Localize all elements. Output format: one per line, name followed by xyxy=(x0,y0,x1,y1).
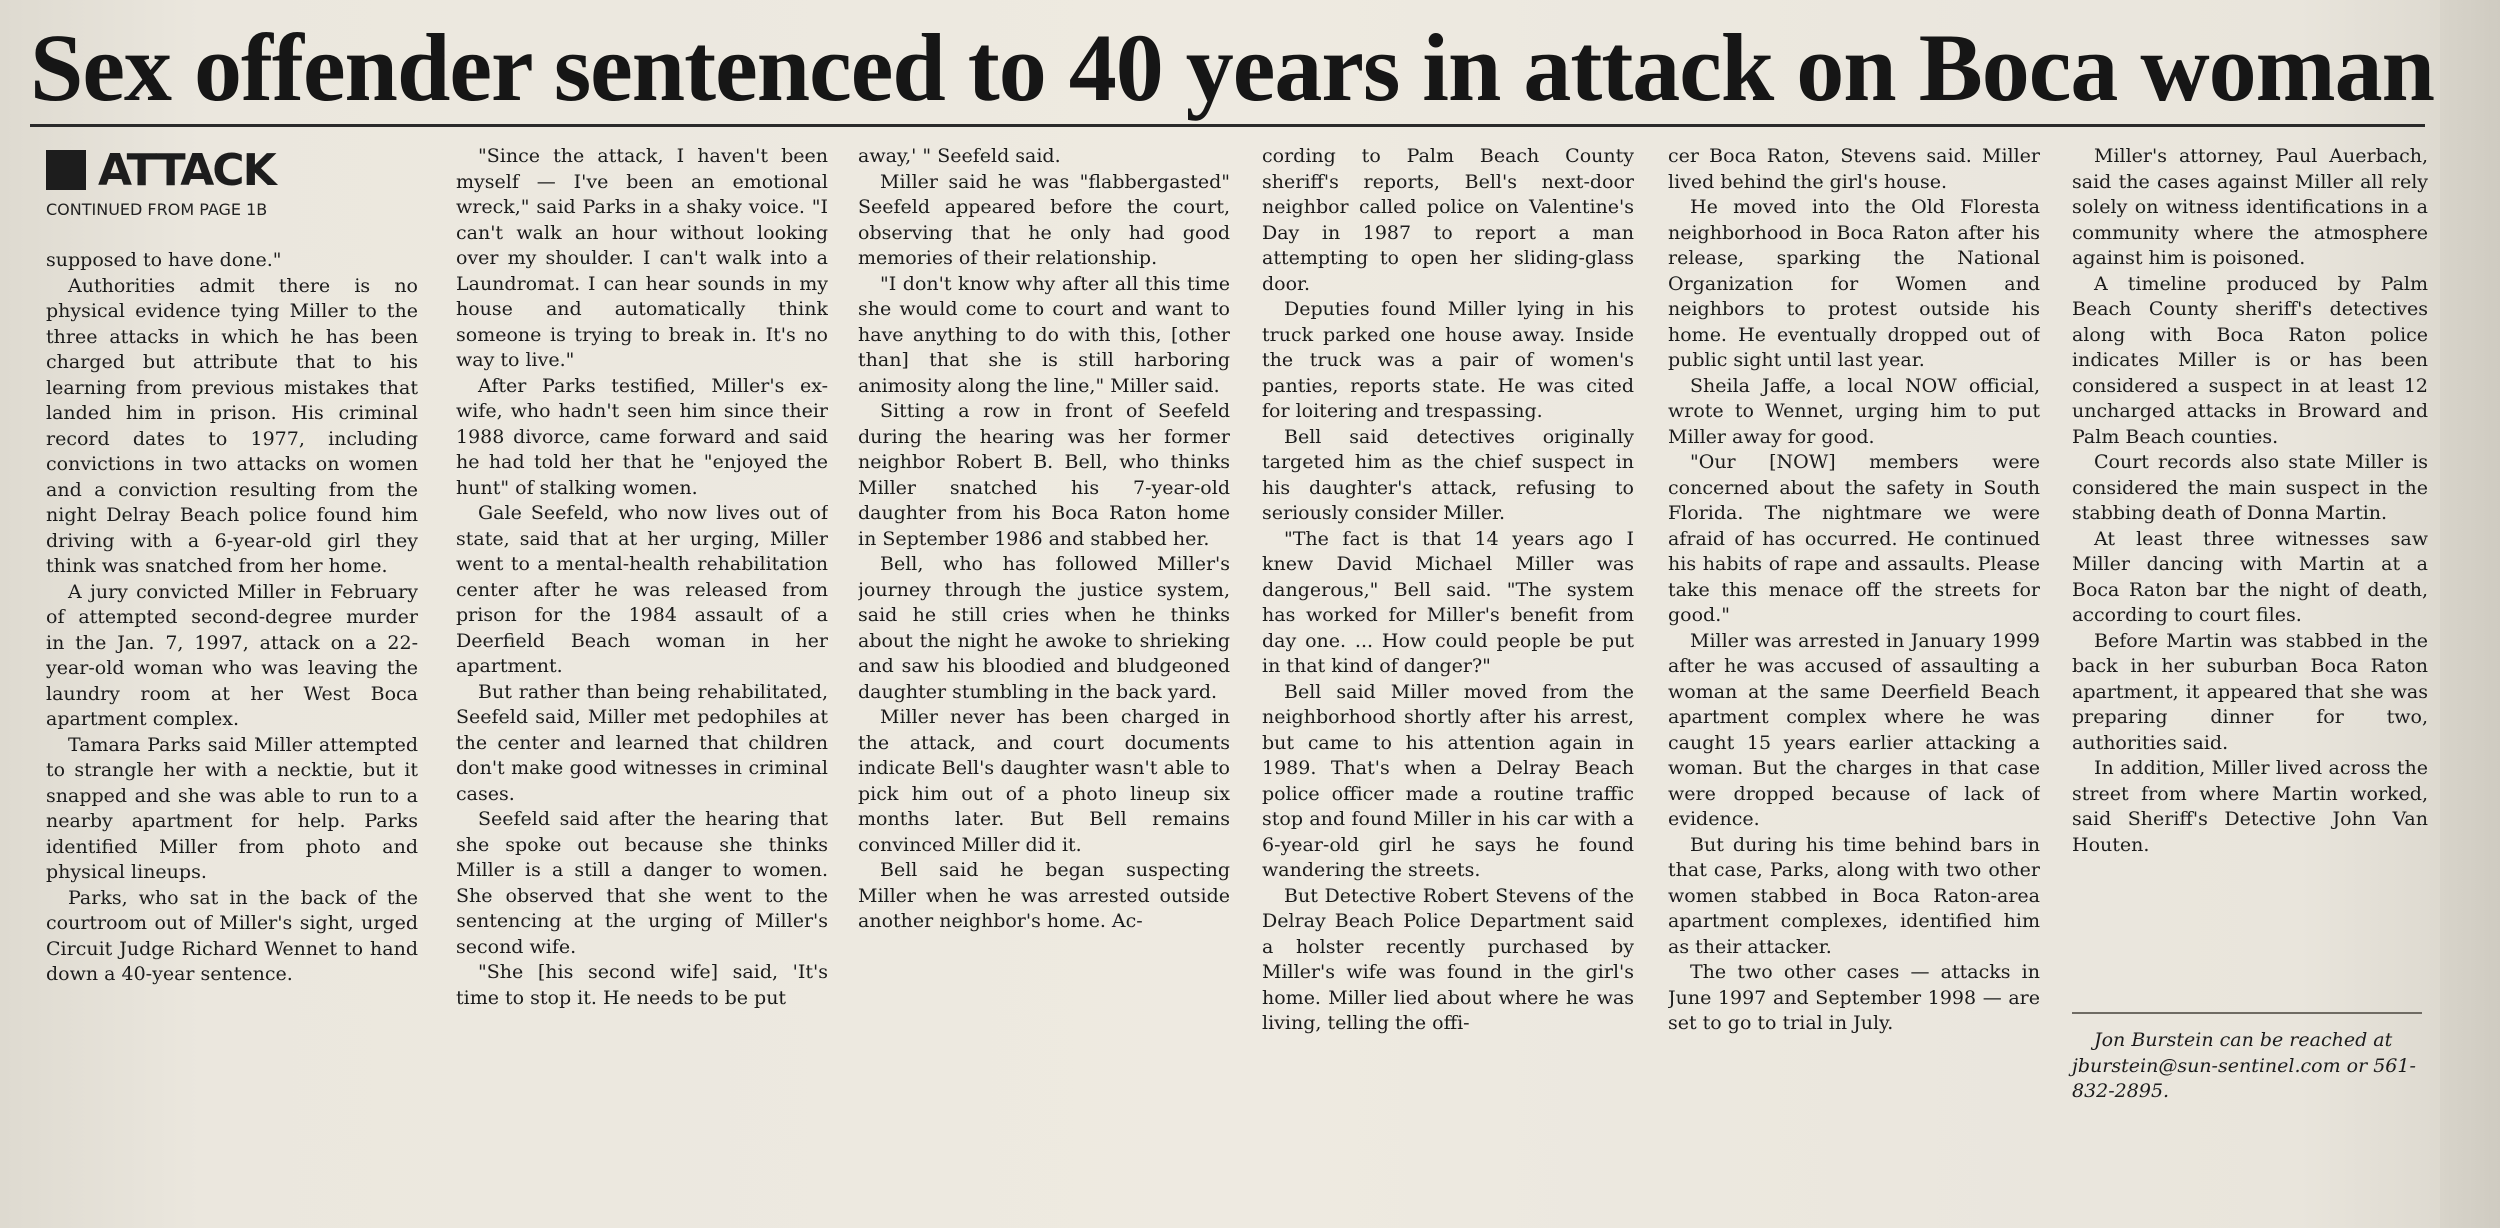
credit-rule xyxy=(2072,1012,2422,1014)
article-paragraph: Sitting a row in front of Seefeld during the hearing was her former neighbor Robert B. Bell, who thinks Miller snatched his 7-year-old daughter from his Boca Raton home in September 1986 and stabbed her. xyxy=(858,400,1230,550)
article-paragraph: cording to Palm Beach County sheriff's reports, Bell's next-door neighbor called police on Valentine's Day in 1987 to report a man attempting to open her sliding-glass door. xyxy=(1262,145,1634,295)
jump-head xyxy=(46,140,466,200)
article-paragraph: Bell said he began suspecting Miller when he was arrested outside another neighbor's home. Ac- xyxy=(858,859,1230,932)
author-credit-text: Jon Burstein can be reached at jburstein@sun-sentinel.com or 561-832-2895. xyxy=(2072,1029,2416,1102)
article-paragraph: But rather than being rehabilitated, Seefeld said, Miller met pedophiles at the center and learned that children don't make good witnesses in criminal cases. xyxy=(456,680,828,805)
article-headline: Sex offender sentenced to 40 years in attack on Boca woman xyxy=(30,14,2435,121)
article-paragraph: Court records also state Miller is considered the main suspect in the stabbing death of Donna Martin. xyxy=(2072,451,2428,524)
article-paragraph: Parks, who sat in the back of the courtroom out of Miller's sight, urged Circuit Judge Richard Wennet to hand down a 40-year sentence. xyxy=(46,886,418,985)
article-paragraph: Miller was arrested in January 1999 after he was accused of assaulting a woman at the same Deerfield Beach apartment complex where he was caught 15 years earlier attacking a woman. But the charges in that case were dropped because of lack of evidence. xyxy=(1668,629,2040,830)
article-column-3 xyxy=(858,144,1230,1194)
article-paragraph: In addition, Miller lived across the street from where Martin worked, said Sheriff's Detective John Van Houten. xyxy=(2072,757,2428,856)
article-paragraph: Sheila Jaffe, a local NOW official, wrote to Wennet, urging him to put Miller away for good. xyxy=(1668,374,2040,448)
article-paragraph: At least three witnesses saw Miller dancing with Martin at a Boca Raton bar the night of death, according to court files. xyxy=(2072,527,2428,626)
article-paragraph: "Our [NOW] members were concerned about the safety in South Florida. The nightmare we were afraid of has occurred. He continued his habits of rape and assaults. Please take this menace off the streets for good." xyxy=(1668,451,2040,626)
article-column-5 xyxy=(1668,144,2040,1194)
square-bullet-icon xyxy=(46,150,86,190)
article-paragraph: "The fact is that 14 years ago I knew David Michael Miller was dangerous," Bell said. "The system has worked for Miller's benefit from day one. ... How could people be put in that kind of danger?" xyxy=(1262,527,1634,677)
article-paragraph: Miller never has been charged in the attack, and court documents indicate Bell's daughter wasn't able to pick him out of a photo lineup six months later. But Bell remains convinced Miller did it. xyxy=(858,706,1230,856)
article-paragraph: "She [his second wife] said, 'It's time to stop it. He needs to be put xyxy=(456,961,828,1009)
article-paragraph: cer Boca Raton, Stevens said. Miller lived behind the girl's house. xyxy=(1668,145,2040,193)
article-paragraph: A jury convicted Miller in February of attempted second-degree murder in the Jan. 7, 1997, attack on a 22-year-old woman who was leaving the laundry room at her West Boca apartment complex. xyxy=(46,580,418,730)
article-paragraph: Bell said Miller moved from the neighborhood shortly after his arrest, but came to his attention again in 1989. That's when a Delray Beach police officer made a routine traffic stop and found Miller in his car with a 6-year-old girl he says he found wandering the streets. xyxy=(1262,680,1634,881)
page-edge xyxy=(2440,0,2500,1228)
article-paragraph: But Detective Robert Stevens of the Delray Beach Police Department said a holster recently purchased by Miller's wife was found in the girl's home. Miller lied about where he was living, telling the offi- xyxy=(1262,884,1634,1034)
article-paragraph: Before Martin was stabbed in the back in her suburban Boca Raton apartment, it appeared that she was preparing dinner for two, authorities said. xyxy=(2072,629,2428,754)
article-paragraph: Gale Seefeld, who now lives out of state, said that at her urging, Miller went to a mental-health rehabilitation center after he was released from prison for the 1984 assault of a Deerfield Beach woman in her apartment. xyxy=(456,502,828,677)
article-paragraph: After Parks testified, Miller's ex-wife, who hadn't seen him since their 1988 divorce, came forward and said he had told her that he "enjoyed the hunt" of stalking women. xyxy=(456,374,828,499)
continued-from-line: CONTINUED FROM PAGE 1B xyxy=(46,200,268,219)
article-column-4 xyxy=(1262,144,1634,1194)
article-paragraph: Deputies found Miller lying in his truck parked one house away. Inside the truck was a pair of women's panties, reports state. He was cited for loitering and trespassing. xyxy=(1262,298,1634,422)
article-column-2 xyxy=(456,144,828,1194)
article-paragraph: away,' " Seefeld said. xyxy=(858,145,1061,167)
jump-label: ATTACK xyxy=(98,144,275,196)
article-paragraph: Bell, who has followed Miller's journey through the justice system, said he still cries when he thinks about the night he awoke to shrieking and saw his bloodied and bludgeoned daughter stumbling in the back yard. xyxy=(858,553,1230,703)
article-paragraph: "I don't know why after all this time she would come to court and want to have anything to do with this, [other than] that she is still harboring animosity along the line," Miller said. xyxy=(858,272,1230,397)
article-paragraph: Miller's attorney, Paul Auerbach, said the cases against Miller all rely solely on witness identifications in a community where the atmosphere against him is poisoned. xyxy=(2072,145,2428,269)
headline-rule xyxy=(30,124,2425,127)
article-column-1 xyxy=(46,248,418,1198)
article-paragraph: supposed to have done." xyxy=(46,249,282,271)
article-paragraph: The two other cases — attacks in June 1997 and September 1998 — are set to go to trial in July. xyxy=(1668,961,2040,1034)
article-paragraph: "Since the attack, I haven't been myself — I've been an emotional wreck," said Parks in a shaky voice. "I can't walk an hour without looking over my shoulder. I can't walk into a Laundromat. I can hear sounds in my house and automatically think someone is trying to break in. It's no way to live." xyxy=(456,145,828,371)
article-paragraph: But during his time behind bars in that case, Parks, along with two other women stabbed in Boca Raton-area apartment complexes, identified him as their attacker. xyxy=(1668,833,2040,958)
article-paragraph: A timeline produced by Palm Beach County sheriff's detectives along with Boca Raton police indicates Miller is or has been considered a suspect in at least 12 uncharged attacks in Broward and Palm Beach counties. xyxy=(2072,272,2428,448)
article-paragraph: Authorities admit there is no physical evidence tying Miller to the three attacks in which he has been charged but attribute that to his learning from previous mistakes that landed him in prison. His criminal record dates to 1977, including convictions in two attacks on women and a conviction resulting from the night Delray Beach police found him driving with a 6-year-old girl they think was snatched from her home. xyxy=(46,274,418,577)
article-paragraph: Seefeld said after the hearing that she spoke out because she thinks Miller is a still a danger to women. She observed that she went to the sentencing at the urging of Miller's second wife. xyxy=(456,808,828,958)
article-paragraph: Tamara Parks said Miller attempted to strangle her with a necktie, but it snapped and she was able to run to a nearby apartment for help. Parks identified Miller from photo and physical lineups. xyxy=(46,733,418,883)
author-credit xyxy=(2072,1028,2428,1148)
article-paragraph: He moved into the Old Floresta neighborhood in Boca Raton after his release, sparking the National Organization for Women and neighbors to protest outside his home. He eventually dropped out of public sight until last year. xyxy=(1668,196,2040,371)
article-paragraph: Bell said detectives originally targeted him as the chief suspect in his daughter's attack, refusing to seriously consider Miller. xyxy=(1262,425,1634,524)
article-paragraph: Miller said he was "flabbergasted" Seefeld appeared before the court, observing that he only had good memories of their relationship. xyxy=(858,170,1230,269)
